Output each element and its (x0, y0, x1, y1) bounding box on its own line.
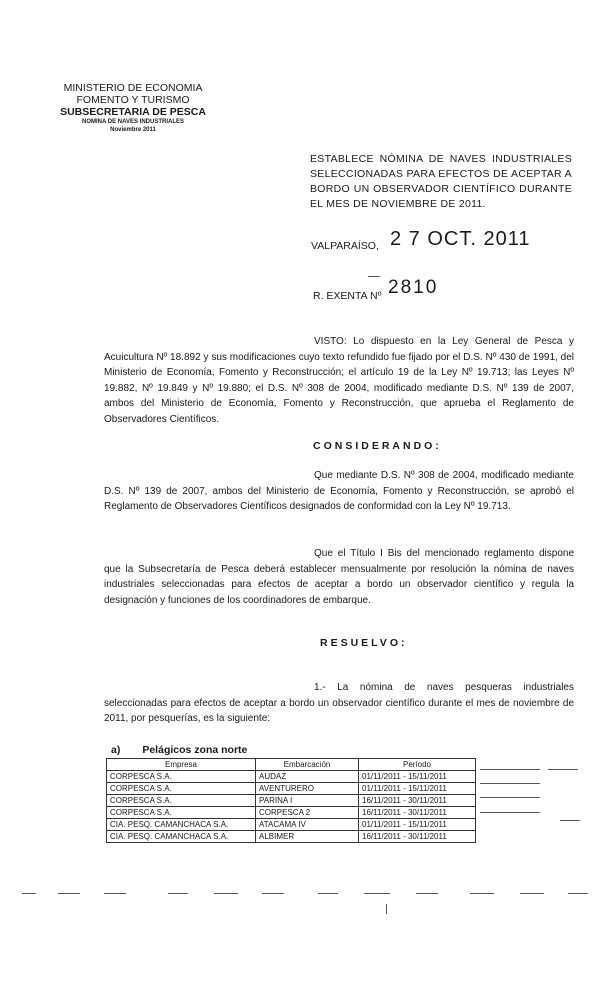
scan-dash (22, 893, 36, 894)
section-name: Pelágicos zona norte (142, 744, 248, 756)
ministry-subname: FOMENTO Y TURISMO (76, 94, 190, 106)
scan-dash (104, 893, 126, 894)
vessel-table (106, 758, 476, 843)
considerando-heading: CONSIDERANDO: (313, 440, 442, 452)
letterhead-period: Noviembre 2011 (110, 127, 156, 133)
scan-dash (168, 893, 188, 894)
scan-dash (480, 769, 540, 770)
undersecretariat-name: SUBSECRETARIA DE PESCA (60, 106, 206, 118)
cell-periodo: 01/11/2011 - 15/11/2011 (359, 819, 476, 831)
cell-empresa: CIA. PESQ. CAMANCHACA S.A. (107, 831, 256, 843)
cell-periodo: 16/11/2011 - 30/11/2011 (359, 807, 476, 819)
letterhead (58, 82, 208, 134)
cell-empresa: CORPESCA S.A. (107, 783, 256, 795)
scan-dash (386, 904, 387, 914)
scan-dash (470, 893, 494, 894)
header-periodo: Período (359, 759, 476, 771)
scan-dash (416, 893, 438, 894)
scan-dash (520, 893, 544, 894)
scan-dash (548, 769, 578, 770)
table-row (107, 831, 476, 843)
stamped-date: 2 7 OCT. 2011 (390, 228, 531, 250)
cell-embarcacion: PARINA I (256, 795, 359, 807)
table-row (107, 771, 476, 783)
scan-dash (480, 783, 540, 784)
header-empresa: Empresa (107, 759, 256, 771)
cell-empresa: CORPESCA S.A. (107, 795, 256, 807)
resolution-number: 2810 (388, 277, 439, 298)
cell-periodo: 01/11/2011 - 15/11/2011 (359, 783, 476, 795)
table-row (107, 807, 476, 819)
scan-dash (214, 893, 238, 894)
place-label: VALPARAÍSO, (311, 240, 379, 252)
document-subject: ESTABLECE NÓMINA DE NAVES INDUSTRIALES SELECCIONADAS PARA EFECTOS DE ACEPTAR A BORDO UN OBSERVADOR CIENTÍFICO DURANTE EL MES DE NOVIEMBRE DE 2011. (310, 153, 572, 210)
letterhead-reference: NOMINA DE NAVES INDUSTRIALES (81, 119, 184, 125)
table-row (107, 795, 476, 807)
resuelvo-heading: RESUELVO: (320, 637, 408, 649)
resuelvo-item-1: 1.- La nómina de naves pesqueras industriales seleccionadas para efectos de aceptar a bordo un observador científico durante el mes de noviembre de 2011, por pesquerías, es la siguiente: (104, 682, 574, 724)
cell-empresa: CORPESCA S.A. (107, 807, 256, 819)
cell-periodo: 16/11/2011 - 30/11/2011 (359, 795, 476, 807)
cell-empresa: CIA. PESQ. CAMANCHACA S.A. (107, 819, 256, 831)
scan-dash (262, 893, 284, 894)
scan-dash (58, 893, 80, 894)
scan-dash (364, 893, 390, 894)
cell-embarcacion: ATACAMA IV (256, 819, 359, 831)
scan-dash (318, 893, 338, 894)
considerando-paragraph-2: Que el Título I Bis del mencionado reglamento dispone que la Subsecretaría de Pesca deberá establecer mensualmente por resolución la nómina de naves industriales seleccionadas para efectos de aceptar a bordo un observador científico y regula la designación y funciones de los coordinadores de embarque. (104, 548, 574, 606)
resolution-label: R. EXENTA Nº (313, 290, 382, 302)
table-row (107, 783, 476, 795)
section-a-title (111, 744, 247, 756)
cell-embarcacion: AVENTURERO (256, 783, 359, 795)
cell-embarcacion: CORPESCA 2 (256, 807, 359, 819)
visto-paragraph: VISTO: Lo dispuesto en la Ley General de Pesca y Acuicultura Nº 18.892 y sus modificaciones cuyo texto refundido fue fijado por el D.S. Nº 430 de 1991, del Ministerio de Economía, Fomento y Reconstrucción; el artículo 19 de la Ley Nº 19.713; las Leyes Nº 19.882, Nº 19.849 y Nº 19.880; el D.S. Nº 308 de 2004, modificado mediante D.S. Nº 139 de 2007, ambos del Ministerio de Economía, Fomento y Reconstrucción, que aprueba el Reglamento de Observadores Científicos. (104, 336, 574, 425)
scan-dash (480, 797, 540, 798)
cell-embarcacion: AUDAZ (256, 771, 359, 783)
cell-periodo: 16/11/2011 - 30/11/2011 (359, 831, 476, 843)
scan-dash (560, 820, 580, 821)
considerando-paragraph-1: Que mediante D.S. Nº 308 de 2004, modificado mediante D.S. Nº 139 de 2007, ambos del Ministerio de Economía, Fomento y Reconstrucción, se aprobó el Reglamento de Observadores Científicos designados de conformidad con la Ley Nº 19.713. (104, 470, 574, 512)
header-embarcacion: Embarcación (256, 759, 359, 771)
cell-periodo: 01/11/2011 - 15/11/2011 (359, 771, 476, 783)
ministry-name: MINISTERIO DE ECONOMIA (63, 82, 203, 94)
cell-embarcacion: ALBIMER (256, 831, 359, 843)
scan-dash (480, 812, 540, 813)
table-row (107, 819, 476, 831)
section-letter: a) (111, 744, 121, 756)
table-header-row (107, 759, 476, 771)
scan-dash (568, 893, 588, 894)
cell-empresa: CORPESCA S.A. (107, 771, 256, 783)
mark-line (368, 276, 380, 277)
